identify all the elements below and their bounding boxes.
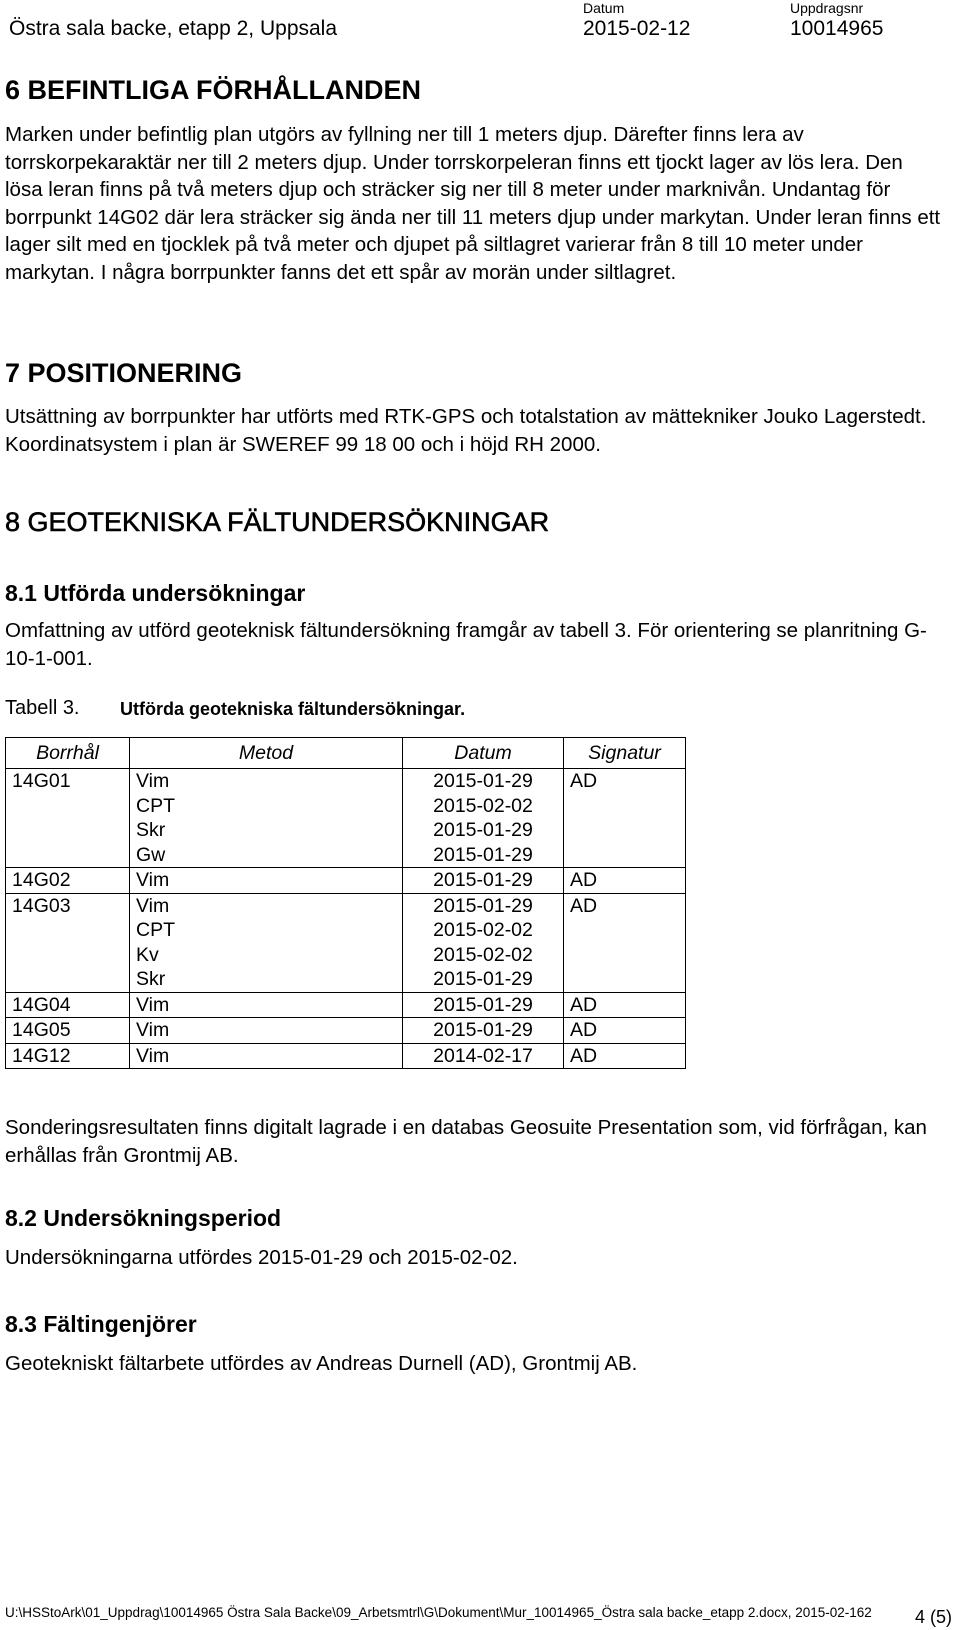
cell-method: CPT	[136, 919, 175, 941]
table-row	[6, 992, 686, 1018]
cell-date: 2014-02-17	[403, 1043, 564, 1069]
cell-date: 2015-01-29	[433, 968, 533, 990]
col-header-datum: Datum	[403, 738, 564, 769]
cell-date: 2015-02-02	[433, 943, 533, 966]
header-date-label: Datum	[583, 0, 625, 16]
cell-date: 2015-01-29	[433, 819, 533, 841]
section-6-heading: 6 BEFINTLIGA FÖRHÅLLANDEN	[5, 75, 421, 105]
cell-hole: 14G03	[6, 893, 130, 992]
table-row	[6, 1043, 686, 1069]
cell-date: 2015-02-02	[433, 794, 533, 817]
cell-method: Kv	[136, 943, 159, 966]
section-8-2-heading: 8.2 Undersökningsperiod	[5, 1205, 282, 1231]
table-row	[6, 868, 686, 894]
col-header-metod: Metod	[130, 738, 403, 769]
cell-date: 2015-01-29	[403, 868, 564, 894]
table-caption: Utförda geotekniska fältundersökningar.	[120, 699, 466, 719]
cell-date: 2015-02-02	[433, 919, 533, 941]
cell-hole: 14G12	[6, 1043, 130, 1069]
table-row	[6, 769, 686, 868]
table-header-row	[6, 738, 686, 769]
cell-methods	[130, 893, 403, 992]
section-8-heading: 8 GEOTEKNISKA FÄLTUNDERSÖKNINGAR	[5, 507, 550, 537]
cell-date: 2015-01-29	[403, 1018, 564, 1044]
cell-method: Skr	[136, 819, 166, 841]
cell-method: Vim	[130, 868, 403, 894]
header-project: Östra sala backe, etapp 2, Uppsala	[9, 17, 338, 40]
table-label: Tabell 3.	[5, 697, 80, 719]
cell-date: 2015-01-29	[433, 770, 533, 792]
section-8-1-body: Omfattning av utförd geoteknisk fältundersökning framgår av tabell 3. För orientering se planritning G-10-1-001.	[5, 619, 927, 670]
cell-dates	[403, 893, 564, 992]
cell-method: Gw	[136, 843, 166, 866]
cell-date: 2015-01-29	[433, 843, 533, 866]
section-8-2-body: Undersökningarna utfördes 2015-01-29 och 2015-02-02.	[5, 1246, 518, 1269]
table-row	[6, 893, 686, 992]
cell-hole: 14G04	[6, 992, 130, 1018]
section-6-body: Marken under befintlig plan utgörs av fyllning ner till 1 meters djup. Därefter finns lera av torrskorpekaraktär ner till 2 meters djup. Under torrskorpeleran finns ett tjockt lager av lös lera. Den lösa leran finns på två meters djup och sträcker sig ner till 8 meter under marknivån. Undantag för borrpunkt 14G02 där lera sträcker sig ända ner till 11 meters djup under markytan. Under leran finns ett lager silt med en tjocklek på två meter och djupet på siltlagret varierar från 8 till 10 meter under markytan. I några borrpunkter fanns det ett spår av morän under siltlagret.	[5, 123, 941, 284]
section-8-3-heading: 8.3 Fältingenjörer	[5, 1311, 197, 1337]
investigation-table	[5, 737, 686, 1069]
table-row	[6, 1018, 686, 1044]
col-header-signatur: Signatur	[564, 738, 686, 769]
cell-date: 2015-01-29	[403, 992, 564, 1018]
cell-signature: AD	[564, 893, 686, 992]
section-8-1-heading: 8.1 Utförda undersökningar	[5, 580, 306, 606]
cell-method: Skr	[136, 968, 166, 990]
cell-signature: AD	[564, 992, 686, 1018]
cell-hole: 14G01	[6, 769, 130, 868]
cell-signature: AD	[564, 868, 686, 894]
cell-hole: 14G05	[6, 1018, 130, 1044]
cell-method: CPT	[136, 794, 175, 817]
cell-signature: AD	[564, 1018, 686, 1044]
footer-page-number: 4 (5)	[914, 1607, 952, 1627]
cell-dates	[403, 769, 564, 868]
footer-file-path: U:\HSStoArk\01_Uppdrag\10014965 Östra Sala Backe\09_Arbetsmtrl\G\Dokument\Mur_10014965_Östra sala backe_etapp 2.docx, 2015-02-162	[5, 1605, 872, 1620]
cell-signature: AD	[564, 1043, 686, 1069]
cell-method: Vim	[136, 894, 170, 917]
cell-signature: AD	[564, 769, 686, 868]
cell-hole: 14G02	[6, 868, 130, 894]
header-order-number: 10014965	[790, 17, 884, 40]
after-table-text: Sonderingsresultaten finns digitalt lagrade i en databas Geosuite Presentation som, vid förfrågan, kan erhållas från Grontmij AB.	[5, 1116, 927, 1167]
section-8-3-body: Geotekniskt fältarbete utfördes av Andreas Durnell (AD), Grontmij AB.	[5, 1352, 638, 1375]
cell-methods	[130, 769, 403, 868]
section-7-body: Utsättning av borrpunkter har utförts med RTK-GPS och totalstation av mättekniker Jouko Lagerstedt. Koordinatsystem i plan är SWEREF 99 18 00 och i höjd RH 2000.	[5, 405, 927, 456]
cell-date: 2015-01-29	[433, 894, 533, 917]
cell-method: Vim	[130, 992, 403, 1018]
col-header-borrhal: Borrhål	[6, 738, 130, 769]
cell-method: Vim	[136, 770, 170, 792]
cell-method: Vim	[130, 1043, 403, 1069]
header-order-label: Uppdragsnr	[790, 0, 864, 16]
section-7-heading: 7 POSITIONERING	[5, 358, 243, 388]
cell-method: Vim	[130, 1018, 403, 1044]
header-date: 2015-02-12	[583, 17, 691, 40]
